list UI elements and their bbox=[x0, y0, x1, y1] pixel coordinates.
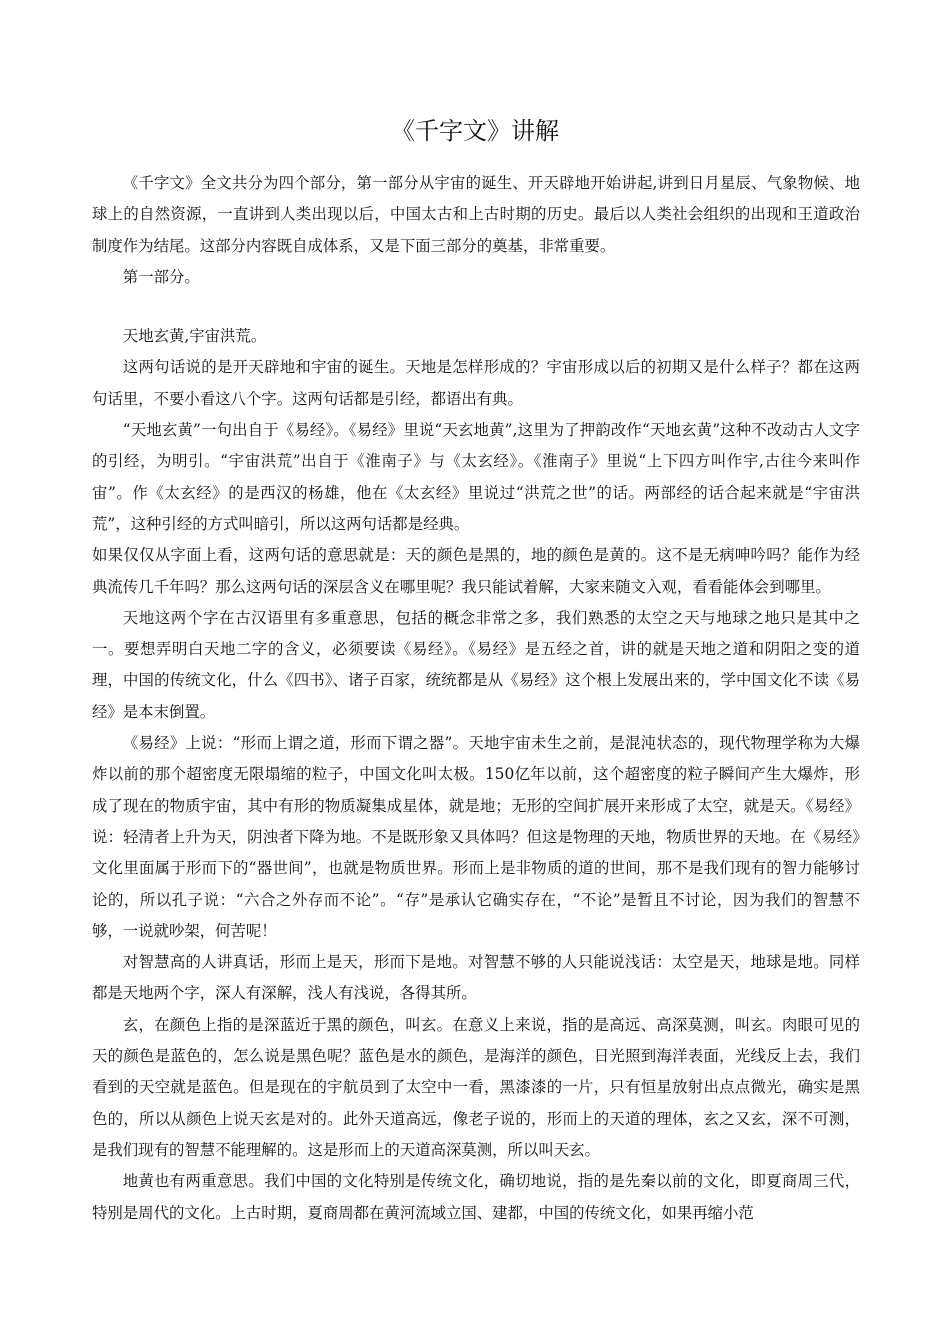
paragraph: 如果仅仅从字面上看，这两句话的意思就是：天的颜色是黑的，地的颜色是黄的。这不是无病呻吟吗？能作为经典流传几千年吗？那么这两句话的深层含义在哪里呢？我只能试着解，大家来随文入观，看看能体会到哪里。 bbox=[92, 546, 860, 596]
paragraph: 《易经》上说：“形而上谓之道，形而下谓之器”。天地宇宙未生之前，是混沌状态的，现代物理学称为大爆炸以前的那个超密度无限塌缩的粒子，中国文化叫太极。150亿年以前，这个超密度的粒子瞬间产生大爆炸，形成了现在的物质宇宙，其中有形的物质凝集成星体，就是地；无形的空间扩展开来形成了太空，就是天。《易经》说：轻清者上升为天，阴浊者下降为地。不是既形象又具体吗？但这是物理的天地，物质世界的天地。在《易经》文化里面属于形而下的“器世间”，也就是物质世界。形而上是非物质的道的世间，那不是我们现有的智力能够讨论的，所以孔子说：“六合之外存而不论”。“存”是承认它确实存在，“不论”是暂且不讨论，因为我们的智慧不够，一说就吵架，何苦呢！ bbox=[92, 734, 860, 940]
paragraph-intro: 《千字文》全文共分为四个部分，第一部分从宇宙的诞生、开天辟地开始讲起,讲到日月星辰、气象物候、地球上的自然资源，一直讲到人类出现以后，中国太古和上古时期的历史。最后以人类社会组织的出现和王道政治制度作为结尾。这部分内容既自成体系，又是下面三部分的奠基，非常重要。 bbox=[92, 174, 860, 255]
paragraph: 这两句话说的是开天辟地和宇宙的诞生。天地是怎样形成的？宇宙形成以后的初期又是什么样子？都在这两句话里，不要小看这八个字。这两句话都是引经，都语出有典。 bbox=[92, 358, 860, 408]
document-body bbox=[92, 168, 860, 1229]
paragraph: 天地这两个字在古汉语里有多重意思，包括的概念非常之多，我们熟悉的太空之天与地球之地只是其中之一。要想弄明白天地二字的含义，必须要读《易经》。《易经》是五经之首，讲的就是天地之道和阴阳之变的道理，中国的传统文化，什么《四书》、诸子百家，统统都是从《易经》这个根上发展出来的，学中国文化不读《易经》是本末倒置。 bbox=[92, 608, 860, 721]
verse-line: 天地玄黄,宇宙洪荒。 bbox=[122, 327, 267, 346]
paragraph: 地黄也有两重意思。我们中国的文化特别是传统文化，确切地说，指的是先秦以前的文化，即夏商周三代，特别是周代的文化。上古时期，夏商周都在黄河流域立国、建都，中国的传统文化，如果再缩小范 bbox=[92, 1172, 860, 1222]
section-heading: 第一部分。 bbox=[122, 267, 200, 286]
document-title: 《千字文》讲解 bbox=[391, 117, 559, 145]
paragraph: “天地玄黄”一句出自于《易经》。《易经》里说“天玄地黄”,这里为了押韵改作“天地玄黄”这种不改动古人文字的引经，为明引。“宇宙洪荒”出自于《淮南子》与《太玄经》。《淮南子》里说“上下四方叫作宇,古往今来叫作宙”。作《太玄经》的是西汉的杨雄，他在《太玄经》里说过“洪荒之世”的话。两部经的话合起来就是“宇宙洪荒”，这种引经的方式叫暗引，所以这两句话都是经典。 bbox=[92, 421, 860, 533]
paragraph: 玄，在颜色上指的是深蓝近于黑的颜色，叫玄。在意义上来说，指的是高远、高深莫测，叫玄。肉眼可见的天的颜色是蓝色的，怎么说是黑色呢？蓝色是水的颜色，是海洋的颜色，日光照到海洋表面，光线反上去，我们看到的天空就是蓝色。但是现在的宇航员到了太空中一看，黑漆漆的一片，只有恒星放射出点点微光，确实是黑色的，所以从颜色上说天玄是对的。此外天道高远，像老子说的，形而上的天道的理体，玄之又玄，深不可测，是我们现有的智慧不能理解的。这是形而上的天道高深莫测，所以叫天玄。 bbox=[92, 1015, 860, 1159]
paragraph: 对智慧高的人讲真话，形而上是天，形而下是地。对智慧不够的人只能说浅话：太空是天，地球是地。同样都是天地两个字，深人有深解，浅人有浅说，各得其所。 bbox=[92, 953, 860, 1003]
